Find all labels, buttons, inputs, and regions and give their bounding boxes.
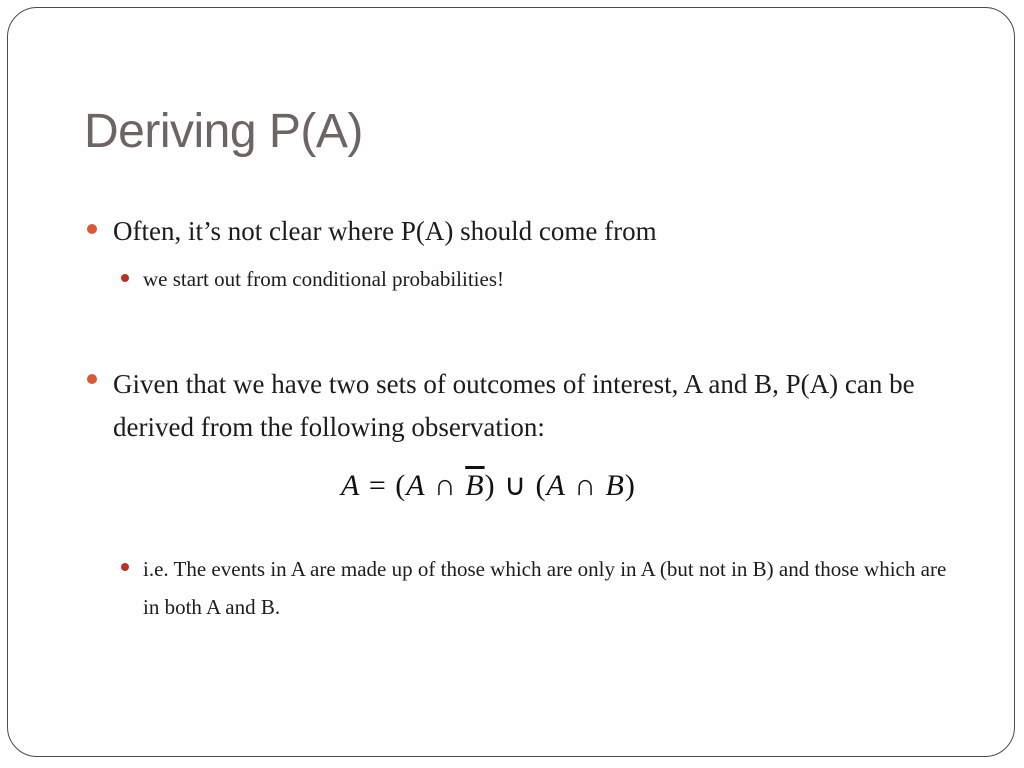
formula-lhs: A: [341, 469, 361, 502]
slide-title: Deriving P(A): [84, 105, 363, 158]
sub-bullet-marker: [121, 274, 129, 282]
set-formula: [341, 468, 636, 503]
bullet-marker: [87, 224, 97, 234]
formula-b: B: [605, 469, 625, 502]
formula-close: ): [624, 469, 636, 502]
formula-eq: = (: [360, 469, 407, 502]
bullet-text-1: Often, it’s not clear where P(A) should come from: [113, 216, 657, 246]
sub-bullet-text-2: i.e. The events in A are made up of those which are only in A (but not in B) and those which are in both A and B.: [143, 557, 947, 619]
formula-union: ) ∪ (: [484, 469, 547, 502]
sub-bullet-marker: [121, 563, 129, 571]
formula-intersection: ∩: [425, 469, 466, 502]
bullet-marker: [87, 374, 97, 384]
bullet-text-2: Given that we have two sets of outcomes of interest, A and B, P(A) can be derived from the following observation:: [113, 369, 915, 442]
formula-b-complement: $\overline{B}$: [465, 469, 485, 502]
sub-bullet-text-1: we start out from conditional probabilities!: [143, 267, 504, 291]
slide-frame: [7, 7, 1015, 757]
formula-intersection-2: ∩: [565, 469, 606, 502]
formula-a1: A: [406, 469, 426, 502]
formula-a2: A: [546, 469, 566, 502]
